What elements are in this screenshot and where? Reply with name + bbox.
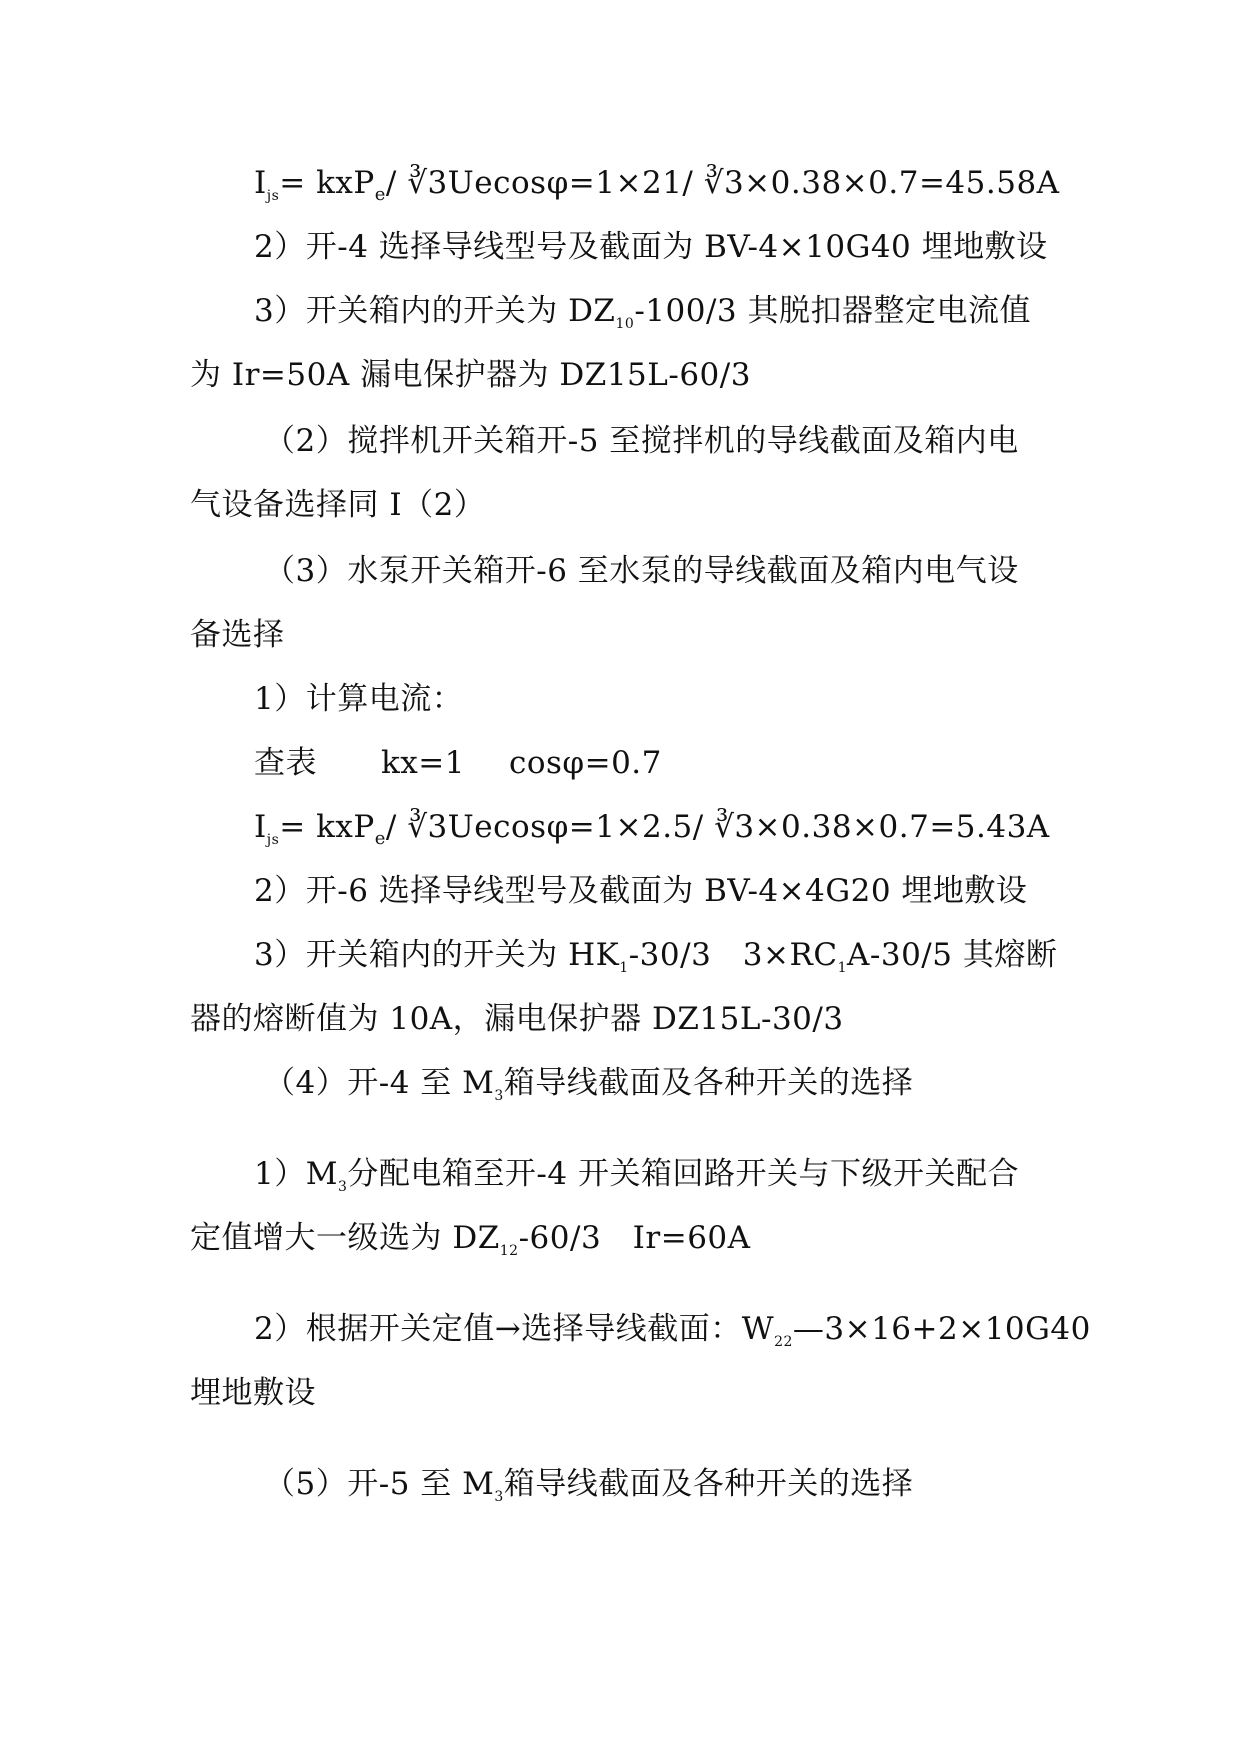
text-line-15: （4）开-4 至 $M_3$箱导线截面及各种开关的选择 [264,1065,914,1105]
text-line-18: 2）根据开关定值→选择导线截面：$W_{22}—3\times 16+2\times 10G40$ [254,1311,1091,1351]
text-line-5: （2）搅拌机开关箱开-5 至搅拌机的导线截面及箱内电 [264,423,1019,459]
text-line-17: 定值增大一级选为 $DZ_{12}-60/3$ Ir=60A [190,1220,751,1260]
table-lookup-line: 查表 kx=1 cosφ=0.7 [254,745,662,781]
formula-line-1: $I_{js}= kxP_e/$ ∛3Uecosφ=1×21/ ∛3×0.38×0.7=45.58A [254,165,1060,206]
text-line-4: 为 Ir=50A 漏电保护器为 DZ15L-60/3 [190,357,751,393]
text-line-7: （3）水泵开关箱开-6 至水泵的导线截面及箱内电气设 [264,553,1019,589]
formula-line-2: $I_{js}= kxP_e/$ ∛3Uecosφ=1×2.5/ ∛3×0.38×0.7=5.43A [254,809,1050,850]
text-line-3: 3）开关箱内的开关为 $DZ_{10}-100/3$ 其脱扣器整定电流值 [254,293,1031,333]
text-line-9: 1）计算电流： [254,681,464,717]
text-line-2: 2）开-4 选择导线型号及截面为 BV-4×10G40 埋地敷设 [254,229,1048,265]
text-line-13: 3）开关箱内的开关为 $HK_1-30/3$ $3\times RC_1A-30/5$ 其熔断 [254,937,1058,977]
text-line-16: $1)M_3$分配电箱至开-4 开关箱回路开关与下级开关配合 [254,1156,1019,1196]
text-line-6: 气设备选择同 I（2） [190,487,486,523]
text-line-19: 埋地敷设 [190,1375,316,1411]
text-line-14: 器的熔断值为 10A，漏电保护器 DZ15L-30/3 [190,1001,844,1037]
text-line-12: 2）开-6 选择导线型号及截面为 BV-4×4G20 埋地敷设 [254,873,1028,909]
text-line-8: 备选择 [190,617,285,653]
text-line-20: （5）开-5 至 $M_3$箱导线截面及各种开关的选择 [264,1466,914,1506]
